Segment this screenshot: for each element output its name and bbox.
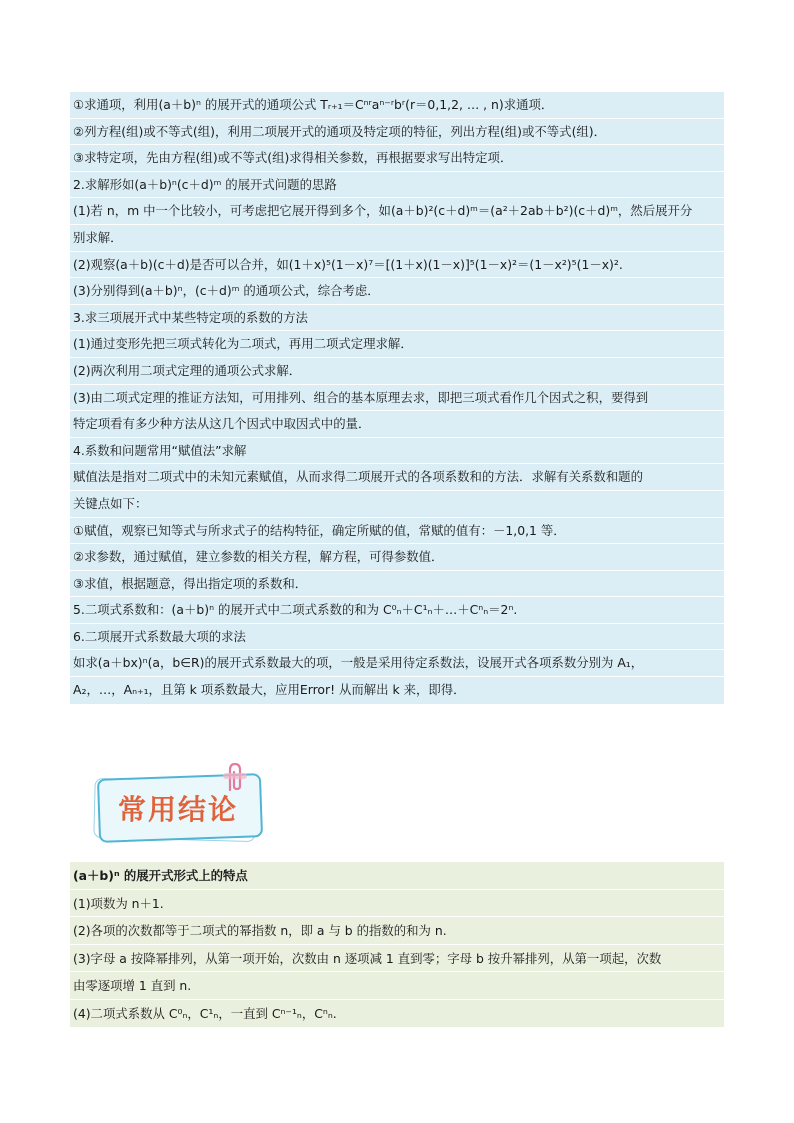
text-line: 特定项看有多少种方法从这几个因式中取因式中的量． xyxy=(70,411,724,438)
text-line: 6.二项展开式系数最大项的求法 xyxy=(70,624,724,651)
text-line: 5.二项式系数和：(a＋b)ⁿ 的展开式中二项式系数的和为 C⁰ₙ＋C¹ₙ＋…＋Cⁿₙ＝2ⁿ. xyxy=(70,597,724,624)
text-line: (2)观察(a＋b)(c＋d)是否可以合并，如(1＋x)⁵(1－x)⁷＝[(1＋x)(1－x)]⁵(1－x)²＝(1－x²)⁵(1－x)². xyxy=(70,252,724,279)
text-line: (1)通过变形先把三项式转化为二项式，再用二项式定理求解． xyxy=(70,331,724,358)
banner-title: 常用结论 xyxy=(118,793,239,826)
text-line: 4.系数和问题常用“赋值法”求解 xyxy=(70,438,724,465)
text-line: (3)分别得到(a＋b)ⁿ，(c＋d)ᵐ 的通项公式，综合考虑． xyxy=(70,278,724,305)
text-line: ③求值，根据题意，得出指定项的系数和． xyxy=(70,571,724,598)
methods-box xyxy=(70,92,724,704)
text-line: ③求特定项，先由方程(组)或不等式(组)求得相关参数，再根据要求写出特定项． xyxy=(70,145,724,172)
text-line: 3.求三项展开式中某些特定项的系数的方法 xyxy=(70,305,724,332)
text-line: 如求(a＋bx)ⁿ(a，b∈R)的展开式系数最大的项，一般是采用待定系数法，设展开式各项系数分别为 A₁， xyxy=(70,650,724,677)
conclusions-banner xyxy=(92,762,268,842)
text-line: ①赋值，观察已知等式与所求式子的结构特征，确定所赋的值，常赋的值有：－1,0,1 等． xyxy=(70,518,724,545)
text-line: 关键点如下： xyxy=(70,491,724,518)
text-line: (1)项数为 n＋1. xyxy=(70,890,724,918)
text-line: (3)字母 a 按降幂排列，从第一项开始，次数由 n 逐项减 1 直到零；字母 b 按升幂排列，从第一项起，次数 xyxy=(70,945,724,973)
conclusions-box xyxy=(70,862,724,1027)
text-line: ②列方程(组)或不等式(组)，利用二项展开式的通项及特定项的特征，列出方程(组)或不等式(组)． xyxy=(70,119,724,146)
text-line: 2.求解形如(a＋b)ⁿ(c＋d)ᵐ 的展开式问题的思路 xyxy=(70,172,724,199)
section-heading: (a＋b)ⁿ 的展开式形式上的特点 xyxy=(70,862,724,890)
text-line: (4)二项式系数从 C⁰ₙ，C¹ₙ，一直到 Cⁿ⁻¹ₙ，Cⁿₙ. xyxy=(73,1005,337,1021)
text-line: (2)各项的次数都等于二项式的幂指数 n，即 a 与 b 的指数的和为 n. xyxy=(70,917,724,945)
text-line: (3)由二项式定理的推证方法知，可用排列、组合的基本原理去求，即把三项式看作几个因式之积，要得到 xyxy=(70,385,724,412)
text-line: A₂，…，Aₙ₊₁，且第 k 项系数最大，应用Error! 从而解出 k 来，即得． xyxy=(73,682,466,698)
text-line: (2)两次利用二项式定理的通项公式求解． xyxy=(70,358,724,385)
text-line: 由零逐项增 1 直到 n. xyxy=(70,972,724,1000)
text-line: ②求参数，通过赋值，建立参数的相关方程，解方程，可得参数值． xyxy=(70,544,724,571)
text-line: (1)若 n，m 中一个比较小，可考虑把它展开得到多个，如(a＋b)²(c＋d)ᵐ＝(a²＋2ab＋b²)(c＋d)ᵐ，然后展开分 xyxy=(70,198,724,225)
text-line: ①求通项，利用(a＋b)ⁿ 的展开式的通项公式 Tᵣ₊₁＝Cⁿʳaⁿ⁻ʳbʳ(r＝0,1,2, … , n)求通项． xyxy=(70,92,724,119)
text-line: 赋值法是指对二项式中的未知元素赋值，从而求得二项展开式的各项系数和的方法．求解有关系数和题的 xyxy=(70,464,724,491)
text-line: 别求解． xyxy=(70,225,724,252)
